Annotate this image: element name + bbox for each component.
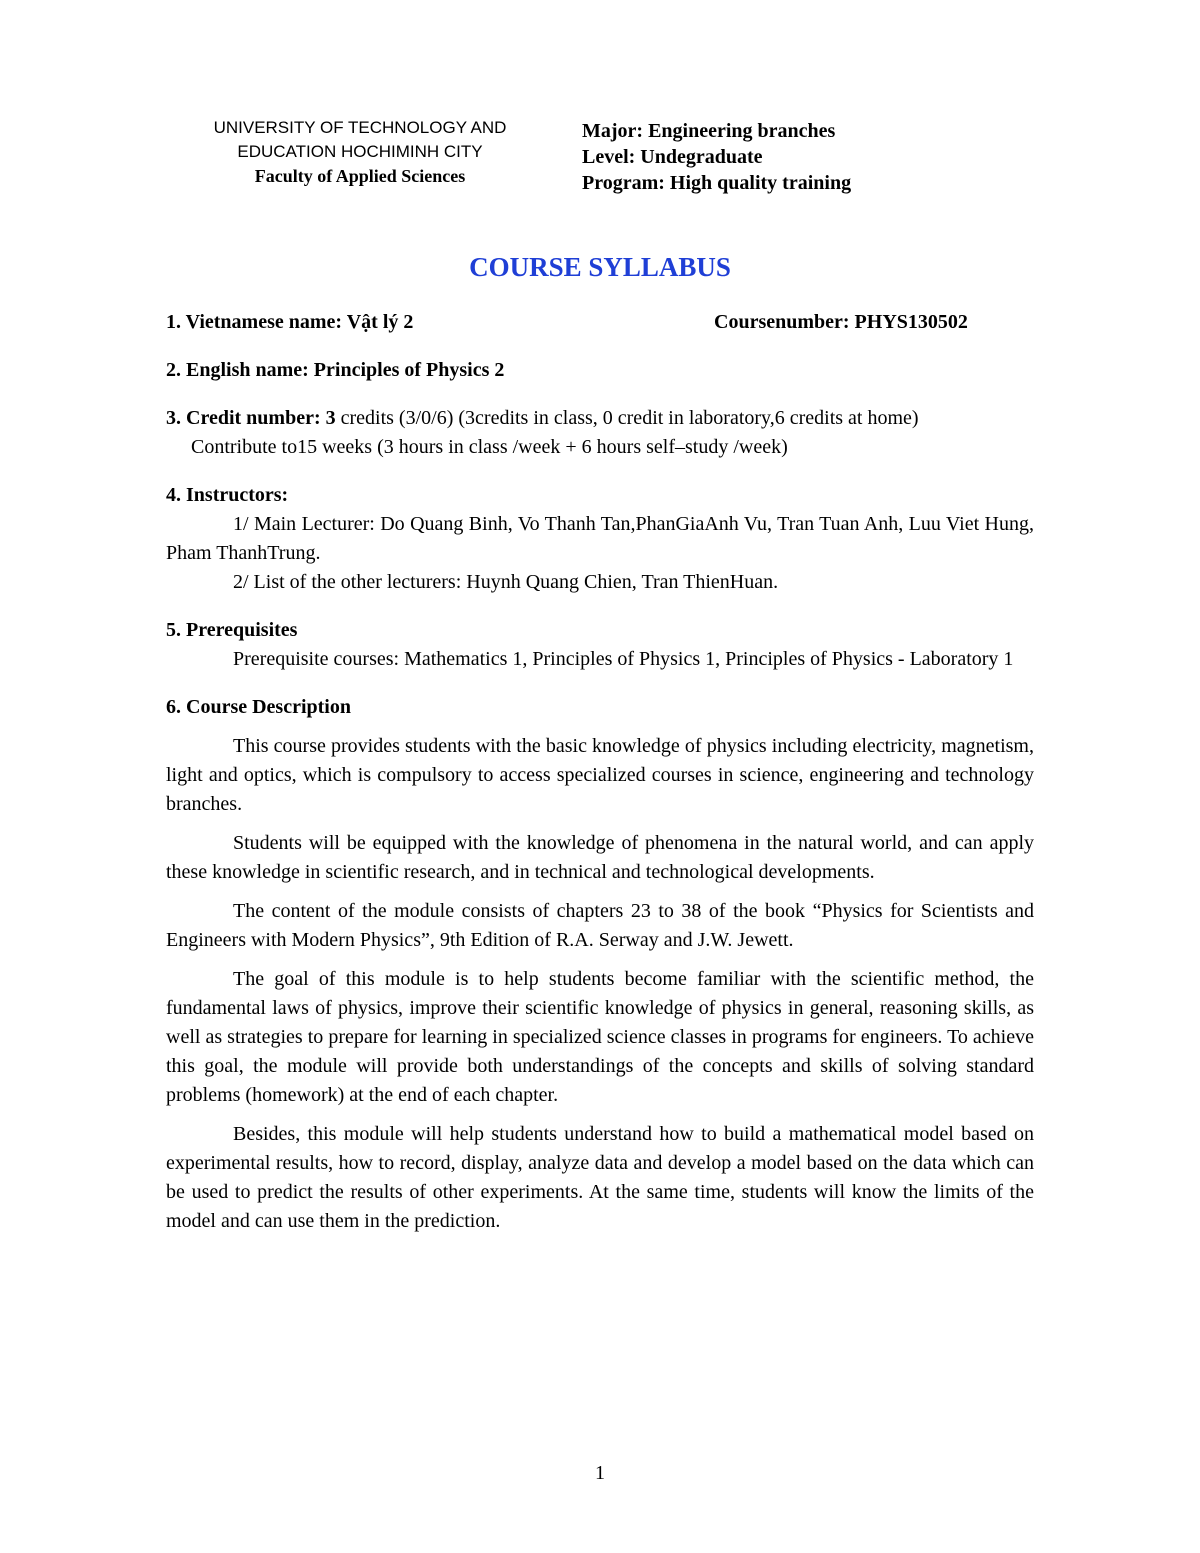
section-1 (166, 308, 1034, 337)
section-6-heading: 6. Course Description (166, 696, 351, 718)
program-line: Program: High quality training (582, 172, 852, 194)
section-5-heading: 5. Prerequisites (166, 619, 298, 641)
contribute-line: Contribute to15 weeks (3 hours in class /week + 6 hours self–study /week) (191, 436, 788, 458)
level-line: Level: Undegraduate (582, 146, 763, 168)
prerequisite-courses: Prerequisite courses: Mathematics 1, Principles of Physics 1, Principles of Physics - Laboratory 1 (233, 648, 1014, 670)
course-number: Coursenumber: PHYS130502 (714, 311, 968, 333)
document-title: COURSE SYLLABUS (469, 252, 731, 282)
section-4-heading: 4. Instructors: (166, 484, 289, 506)
description-paragraph-5: Besides, this module will help students understand how to build a mathematical model based on experimental results, how to record, display, analyze data and develop a model based on the data which can be used to predict the results of other experiments. At the same time, students will know the limits of the model and can use them in the prediction. (166, 1123, 1034, 1232)
credit-number-label: 3. Credit number: 3 (166, 407, 336, 429)
vietnamese-name: 1. Vietnamese name: Vật lý 2 (166, 311, 414, 333)
program-header (582, 118, 1042, 196)
description-paragraph-2: Students will be equipped with the knowledge of phenomena in the natural world, and can apply these knowledge in scientific research, and in technical and technological developments. (166, 832, 1034, 883)
faculty-name: Faculty of Applied Sciences (254, 166, 466, 186)
university-name-line2: EDUCATION HOCHIMINH CITY (237, 142, 483, 161)
description-paragraph-4: The goal of this module is to help students become familiar with the scientific method, the fundamental laws of physics, improve their scientific knowledge of physics in general, reasoning skills, as well as strategies to prepare for learning in specialized science classes in programs for engineers. To achieve this goal, the module will provide both understandings of the concepts and skills of solving standard problems (homework) at the end of each chapter. (166, 968, 1034, 1106)
university-header (160, 116, 560, 188)
section-2-english-name: 2. English name: Principles of Physics 2 (166, 359, 505, 381)
other-lecturers: 2/ List of the other lecturers: Huynh Quang Chien, Tran ThienHuan. (233, 571, 779, 593)
description-paragraph-1: This course provides students with the basic knowledge of physics including electricity, magnetism, light and optics, which is compulsory to access specialized courses in science, engineering and technology branches. (166, 735, 1034, 815)
credit-details: credits (3/0/6) (3credits in class, 0 credit in laboratory,6 credits at home) (335, 407, 919, 429)
university-name-line1: UNIVERSITY OF TECHNOLOGY AND (213, 118, 507, 137)
section-3 (166, 404, 1034, 462)
syllabus-body (166, 308, 1034, 1236)
major-line: Major: Engineering branches (582, 120, 836, 142)
description-paragraph-3: The content of the module consists of chapters 23 to 38 of the book “Physics for Scientists and Engineers with Modern Physics”, 9th Edition of R.A. Serway and J.W. Jewett. (166, 900, 1034, 951)
main-lecturers: 1/ Main Lecturer: Do Quang Binh, Vo Thanh Tan,PhanGiaAnh Vu, Tran Tuan Anh, Luu Viet Hung, Pham ThanhTrung. (166, 513, 1034, 564)
page-number: 1 (595, 1462, 605, 1484)
